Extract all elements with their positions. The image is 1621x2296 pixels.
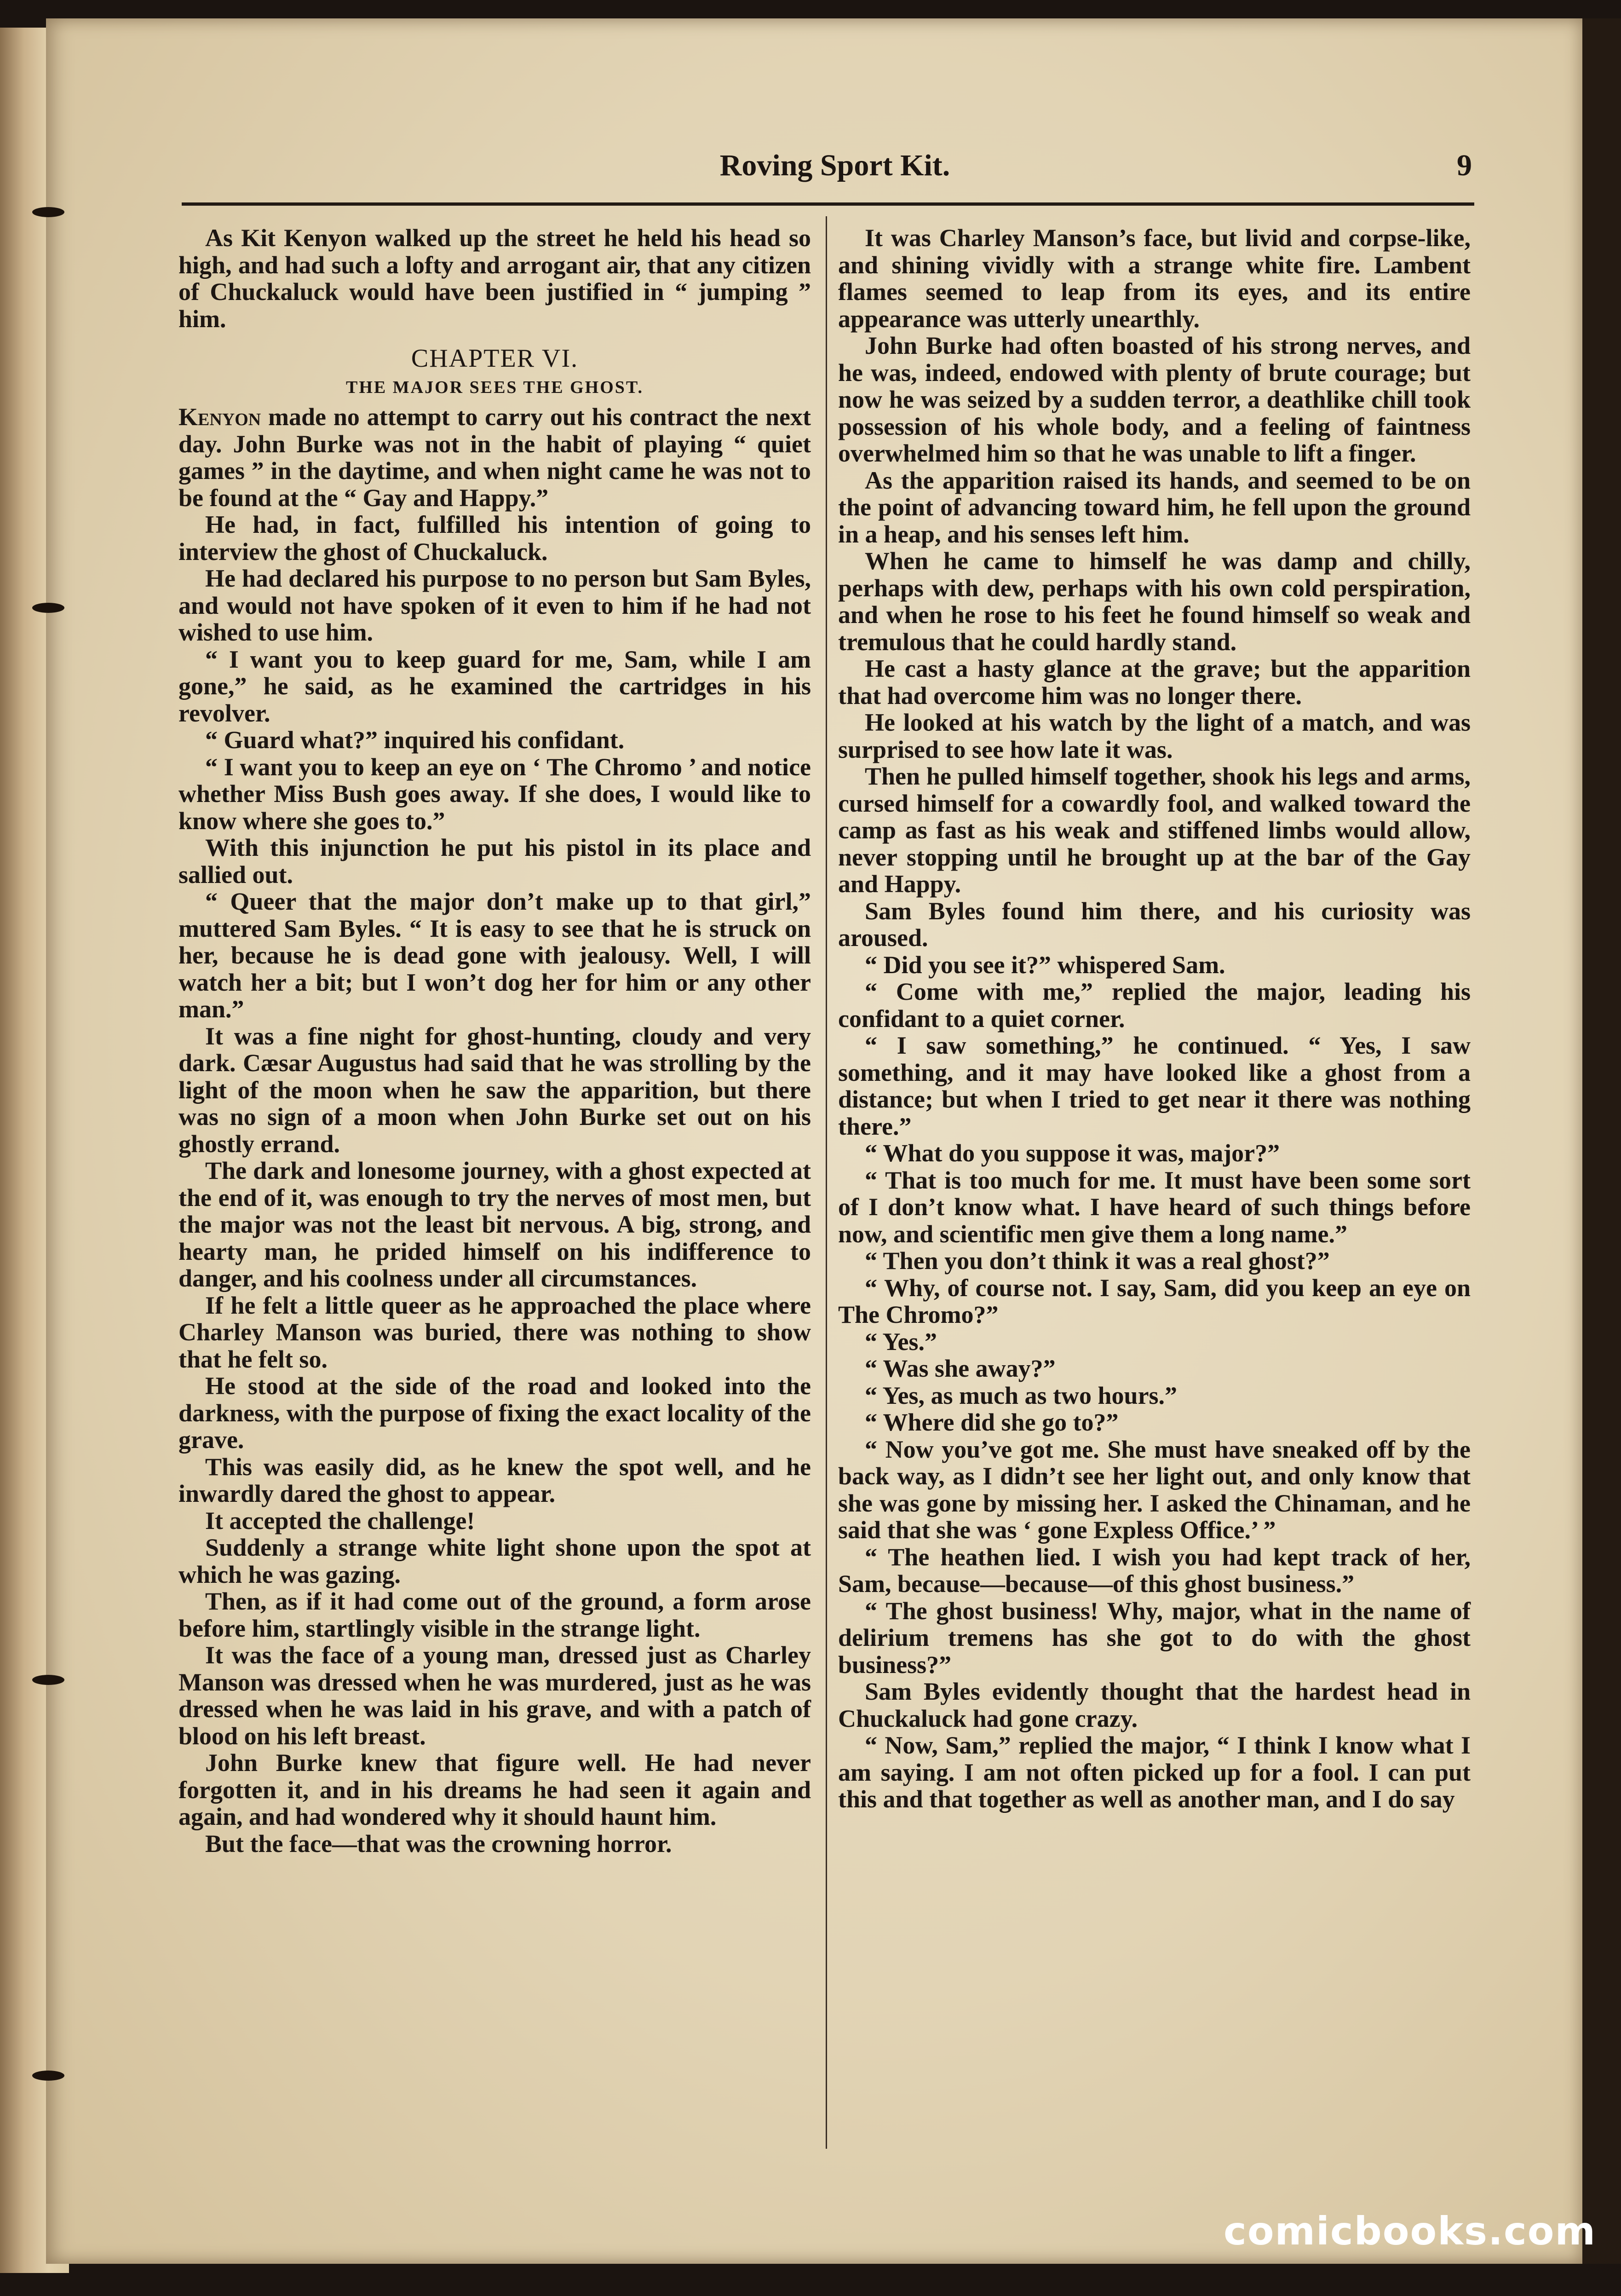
paragraph: Then, as if it had come out of the ground, a form arose before him, startlingly visible in the strange light. (178, 1587, 811, 1642)
watermark: comicbooks.com (1224, 2209, 1596, 2254)
paragraph: It was the face of a young man, dressed just as Charley Manson was dressed when he was murdered, just as he was dressed when he was laid in his grave, and with a patch of blood on his left breast. (178, 1641, 811, 1750)
paragraph: “ Did you see it?” whispered Sam. (865, 951, 1225, 979)
paragraph: “ I saw something,” he continued. “ Yes, I saw something, and it may have looked like a ghost from a distance; but when I tried to get near it there was nothing there.” (838, 1032, 1471, 1140)
paragraph: When he came to himself he was damp and chilly, perhaps with dew, perhaps with his own cold perspiration, and when he rose to his feet he found himself so weak and tremulous that he could hardly stand. (838, 547, 1471, 656)
column-divider (826, 216, 827, 2149)
paragraph: John Burke had often boasted of his strong nerves, and he was, indeed, endowed with plenty of brute courage; but now he was seized by a sudden terror, a deathlike chill took possession of his whole body, and a feeling of faintness overwhelmed him so that he was unable to lift a finger. (838, 332, 1471, 467)
paragraph: He had declared his purpose to no person but Sam Byles, and would not have spoken of it even to him if he had not wished to use him. (178, 565, 811, 646)
right-column (838, 225, 1471, 1813)
paragraph: He cast a hasty glance at the grave; but the apparition that had overcome him was no longer there. (838, 655, 1471, 710)
paragraph: “ Now, Sam,” replied the major, “ I think I know what I am saying. I am not often picked up for a fool. I can put this and that together as well as another man, and I do say (838, 1731, 1471, 1813)
binding-stitch (32, 2071, 64, 2081)
paragraph: “ Was she away?” (865, 1355, 1056, 1382)
left-column (178, 225, 811, 1857)
paragraph: John Burke knew that figure well. He had never forgotten it, and in his dreams he had seen it again and again, and had wondered why it should haunt him. (178, 1749, 811, 1830)
page-edge-shadow (1582, 18, 1621, 2264)
paragraph: He had, in fact, fulfilled his intention of going to interview the ghost of Chuckaluck. (178, 511, 811, 565)
paragraph: “ Now you’ve got me. She must have sneaked off by the back way, as I didn’t see her light out, and only know that she was gone by missing her. I asked the Chinaman, and he said that she was ‘ gone Expless Office.’ ” (838, 1435, 1471, 1544)
paragraph: Sam Byles found him there, and his curiosity was aroused. (838, 897, 1471, 952)
paragraph: It was a fine night for ghost-hunting, cloudy and very dark. Cæsar Augustus had said that he was strolling by the light of the moon when he saw the apparition, but there was no sign of a moon when John Burke set out on his ghostly errand. (178, 1022, 811, 1158)
header-rule (182, 202, 1474, 206)
opening-rest: made no attempt to carry out his contract the next day. John Burke was not in the habit of playing “ quiet games ” in the daytime, and when night came he was not to be found at the “ Gay and Happy.” (178, 403, 811, 512)
paragraph: The dark and lonesome journey, with a ghost expected at the end of it, was enough to try the nerves of most men, but the major was not the least bit nervous. A big, strong, and hearty man, he prided himself on his indifference to danger, and his coolness under all circumstances. (178, 1157, 811, 1292)
binding-stitch (32, 207, 64, 217)
paragraph: “ I want you to keep guard for me, Sam, while I am gone,” he said, as he examined the cartridges in his revolver. (178, 645, 811, 727)
paragraph: “ Where did she go to?” (865, 1408, 1119, 1436)
paragraph: He stood at the side of the road and looked into the darkness, with the purpose of fixing the exact locality of the grave. (178, 1372, 811, 1454)
paragraph: It accepted the challenge! (205, 1506, 475, 1535)
paragraph: “ Yes, as much as two hours.” (865, 1381, 1178, 1409)
paragraph: “ The heathen lied. I wish you had kept track of her, Sam, because—because—of this ghost business.” (838, 1543, 1471, 1598)
paragraph: “ That is too much for me. It must have been some sort of I don’t know what. I have heard of such things before now, and scientific men give them a long name.” (838, 1166, 1471, 1248)
paragraph: “ Guard what?” inquired his confidant. (205, 726, 625, 754)
paragraph: Suddenly a strange white light shone upon the spot at which he was gazing. (178, 1534, 811, 1588)
paragraph: Then he pulled himself together, shook his legs and arms, cursed himself for a cowardly fool, and walked toward the camp as fast as his weak and stiffened limbs would allow, never stopping until he brought up at the bar of the Gay and Happy. (838, 762, 1471, 898)
paragraph: With this injunction he put his pistol in its place and sallied out. (178, 834, 811, 888)
binding-stitch (32, 603, 64, 613)
paragraph: As Kit Kenyon walked up the street he held his head so high, and had such a lofty and arrogant air, that any citizen of Chuckaluck would have been justified in “ jumping ” him. (178, 224, 811, 333)
paragraph: “ Yes.” (865, 1327, 937, 1356)
running-header-title: Roving Sport Kit. (719, 149, 950, 182)
chapter-title: CHAPTER VI. (411, 344, 579, 373)
paragraph: “ Queer that the major don’t make up to that girl,” muttered Sam Byles. “ It is easy to see that he is struck on her, because he is dead gone with jealousy. Well, I will watch her a bit; but I won’t dog her for him or any other man.” (178, 888, 811, 1023)
opening-word: Kenyon (178, 403, 261, 431)
paragraph: He looked at his watch by the light of a match, and was surprised to see how late it was. (838, 709, 1471, 763)
chapter-subtitle: THE MAJOR SEES THE GHOST. (346, 377, 644, 397)
paragraph: But the face—that was the crowning horror. (205, 1829, 672, 1858)
paragraph: “ What do you suppose it was, major?” (865, 1139, 1280, 1167)
binding-stitch (32, 1675, 64, 1685)
paragraph: “ I want you to keep an eye on ‘ The Chromo ’ and notice whether Miss Bush goes away. If she does, I would like to know where she goes to.” (178, 753, 811, 835)
paragraph: “ Come with me,” replied the major, leading his confidant to a quiet corner. (838, 978, 1471, 1033)
page-number: 9 (1457, 149, 1472, 182)
paragraph: If he felt a little queer as he approached the place where Charley Manson was buried, there was nothing to show that he felt so. (178, 1291, 811, 1373)
paragraph: As the apparition raised its hands, and seemed to be on the point of advancing toward him, he fell upon the ground in a heap, and his senses left him. (838, 466, 1471, 548)
paragraph: “ Why, of course not. I say, Sam, did you keep an eye on The Chromo?” (838, 1274, 1471, 1328)
paragraph: It was Charley Manson’s face, but livid and corpse-like, and shining vividly with a strange white fire. Lambent flames seemed to leap from its eyes, and its entire appearance was utterly unearthly. (838, 224, 1471, 333)
paragraph: Sam Byles evidently thought that the hardest head in Chuckaluck had gone crazy. (838, 1678, 1471, 1732)
paragraph: This was easily did, as he knew the spot well, and he inwardly dared the ghost to appear. (178, 1453, 811, 1507)
paragraph: “ Then you don’t think it was a real ghost?” (865, 1247, 1330, 1275)
paragraph-chapter-opening (178, 404, 811, 511)
paragraph: “ The ghost business! Why, major, what in the name of delirium tremens has she got to do with the ghost business?” (838, 1597, 1471, 1679)
